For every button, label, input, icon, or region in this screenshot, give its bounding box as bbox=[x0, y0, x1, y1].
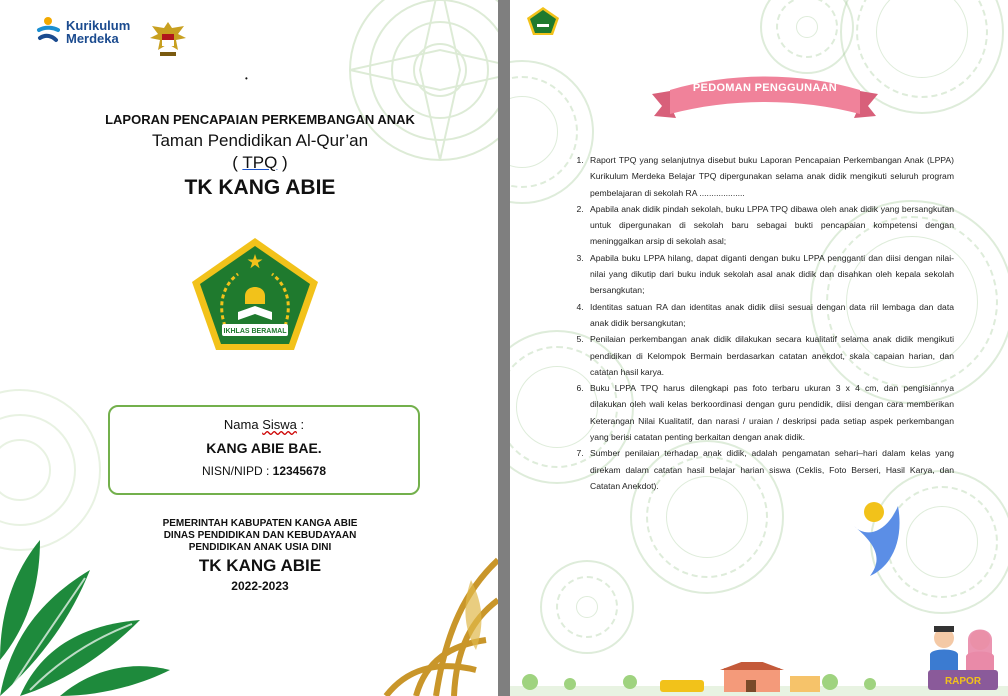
ribbon-banner bbox=[650, 70, 880, 132]
kids-rapor-illustration bbox=[922, 624, 1004, 694]
green-leaves-ornament bbox=[0, 530, 180, 696]
kemenag-emblem-icon bbox=[190, 236, 320, 352]
guidelines-list bbox=[568, 152, 954, 494]
report-title: LAPORAN PENCAPAIAN PERKEMBANGAN ANAK bbox=[105, 112, 415, 127]
guideline-item: 1. Raport TPQ yang selanjutnya disebut buku Laporan Pencapaian Perkembangan Anak (LPPA) Kurikulum Merdeka Belajar TPQ dipergunakan selama anak didik mengikuti seluruh program pembelajaran di sekolah RA ................... bbox=[586, 152, 954, 201]
label-suffix: : bbox=[296, 417, 305, 432]
kemenag-small-icon bbox=[526, 6, 560, 36]
kurikulum-merdeka-logo bbox=[36, 16, 130, 48]
government-line-3: PENDIDIKAN ANAK USIA DINI bbox=[188, 542, 332, 553]
label-word: Siswa bbox=[262, 417, 297, 432]
abbr-close: ) bbox=[277, 153, 288, 172]
kurikulum-merdeka-icon bbox=[36, 16, 60, 48]
logo-text-line2: Merdeka bbox=[66, 31, 119, 46]
label-prefix: Nama bbox=[223, 417, 263, 432]
government-line-2: DINAS PENDIDIKAN DAN KEBUDAYAAN bbox=[163, 530, 357, 541]
student-name: KANG ABIE BAE. bbox=[206, 440, 322, 456]
academic-year: 2022-2023 bbox=[231, 579, 289, 593]
institution-name: Taman Pendidikan Al-Qur’an bbox=[151, 131, 369, 150]
guideline-item: 7. Sumber penilaian terhadap anak didik, adalah pengamatan sehari–hari dalam kelas yang direkam dalam catatan hasil belajar harian siswa (Ceklis, Foto Berseri, Hasil Karya, dan Catatan Anekdot). bbox=[586, 445, 954, 494]
school-name: TK KANG ABIE bbox=[184, 176, 336, 199]
child-figure-icon bbox=[848, 500, 906, 580]
abbr-text: TPQ bbox=[242, 153, 278, 172]
guideline-item: 6. Buku LPPA TPQ harus dilengkapi pas foto terbaru ukuran 3 x 4 cm, dan pengisiannya dilakukan oleh wali kelas berkoordinasi dengan guru pendidik, diisi dengan cara memberikan Keterangan Nilai Kualitatif, dan narasi / uraian / deskripsi pada setiap aspek perkembangan yang berisi catatan penting berkaitan dengan anak didik. bbox=[586, 380, 954, 445]
nisn-label: NISN/NIPD : bbox=[201, 464, 273, 478]
nisn-value: 12345678 bbox=[272, 464, 327, 478]
student-nisn bbox=[110, 464, 418, 478]
stray-dot: • bbox=[245, 74, 248, 83]
institution-abbreviation bbox=[0, 153, 498, 173]
kids-badge-text: RAPOR bbox=[944, 676, 982, 687]
abbr-open: ( bbox=[232, 153, 243, 172]
guideline-item: 4. Identitas satuan RA dan identitas anak didik diisi sesuai dengan data riil lembaga dan data anak didik bersangkutan; bbox=[586, 299, 954, 332]
logo-text-line1: Kurikulum bbox=[66, 18, 131, 33]
guideline-item: 3. Apabila buku LPPA hilang, dapat diganti dengan buku LPPA pengganti dan diisi dengan nilai-nilai yang dikutip dari buku induk sekolah asal anak didik dan disahkan oleh kepala sekolah bersangkutan; bbox=[586, 250, 954, 299]
student-name-label bbox=[110, 417, 418, 432]
mandala-decoration bbox=[760, 0, 854, 74]
document-page-cover bbox=[0, 0, 498, 696]
guideline-item: 5. Penilaian perkembangan anak didik dilakukan secara kualitatif selama anak didik mengikuti pendidikan di Kelompok Bermain berdasarkan catatan anekdot, skala capaian harian, dan catatan hasil karya. bbox=[586, 331, 954, 380]
emblem-motto: IKHLAS BERAMAL bbox=[223, 328, 287, 335]
mandala-decoration bbox=[540, 560, 634, 654]
banner-title: PEDOMAN PENGGUNAAN bbox=[692, 82, 838, 94]
garuda-pancasila-icon bbox=[148, 18, 188, 60]
student-info-box bbox=[108, 405, 420, 495]
government-line-1: PEMERINTAH KABUPATEN KANGA ABIE bbox=[162, 518, 358, 529]
document-page-guidelines bbox=[510, 0, 1008, 696]
school-name-footer: TK KANG ABIE bbox=[198, 556, 322, 575]
guideline-item: 2. Apabila anak didik pindah sekolah, buku LPPA TPQ dibawa oleh anak didik yang bersangkutan untuk dipergunakan di sekolah baru sebagai bukti pencapaian kompetensi dengan meninggalkan arsip di sekolah asal; bbox=[586, 201, 954, 250]
